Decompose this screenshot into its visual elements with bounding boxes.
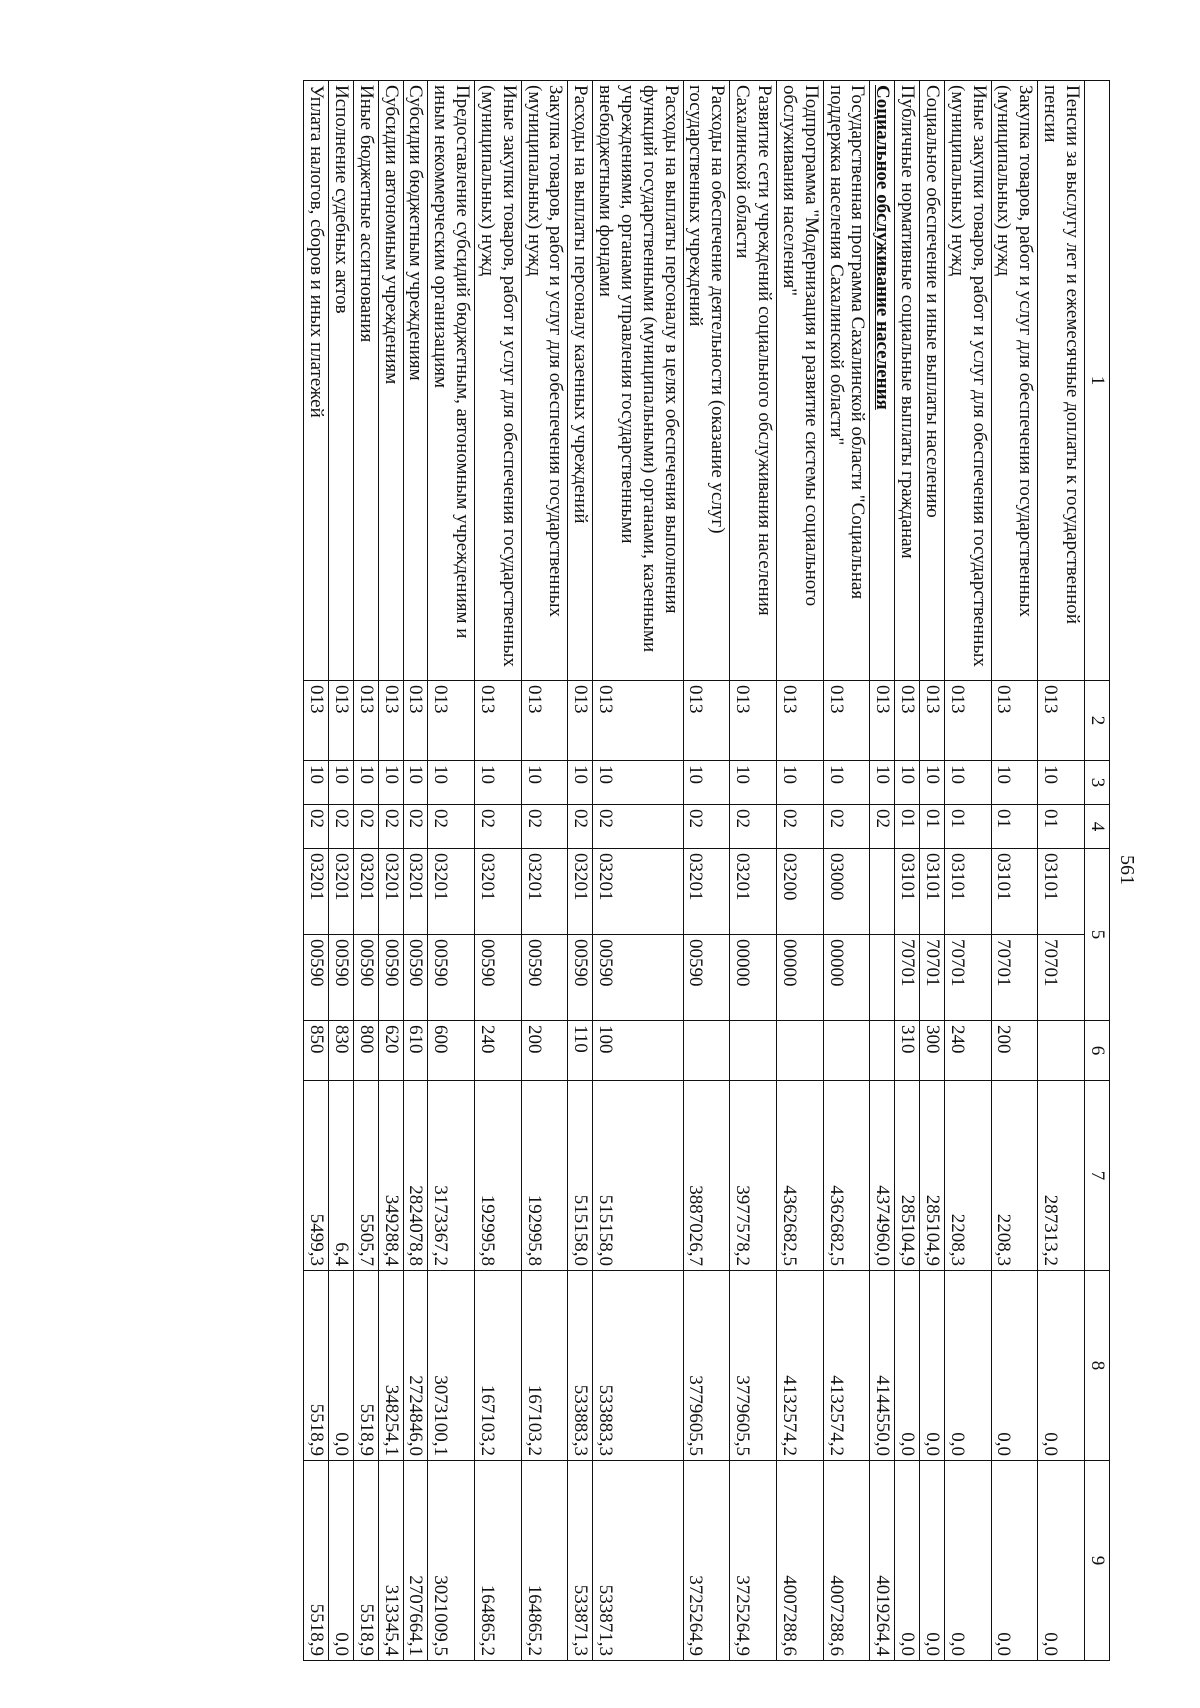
row-amount-col8-cell: 4144550,0 (870, 1271, 895, 1461)
row-name-cell: Пенсии за выслугу лет и ежемесячные доплаты к государственной пенсии (1038, 81, 1085, 681)
row-amount-col7-cell: 6,4 (329, 1081, 354, 1271)
row-name-cell: Расходы на обеспечение деятельности (оказание услуг) государственных учреждений (683, 81, 730, 681)
row-subsection-cell: 02 (730, 805, 777, 849)
row-program-code-cell: 03101 (920, 849, 945, 935)
row-amount-col9-cell: 5518,9 (304, 1461, 329, 1661)
row-program-code-cell: 03201 (683, 849, 730, 935)
row-section-cell: 10 (568, 761, 593, 805)
row-section-cell: 10 (378, 761, 403, 805)
row-program-code-cell: 03101 (895, 849, 920, 935)
row-name-cell: Социальное обслуживание населения (870, 81, 895, 681)
row-admin-code-cell: 013 (378, 681, 403, 761)
row-program-code-cell: 03101 (944, 849, 991, 935)
row-amount-col8-cell: 533883,3 (593, 1271, 683, 1461)
row-amount-col9-cell: 0,0 (895, 1461, 920, 1661)
header-col-1: 1 (1085, 81, 1110, 681)
row-amount-col7-cell: 192995,8 (475, 1081, 522, 1271)
table-row (870, 81, 895, 1661)
row-subsection-cell: 01 (920, 805, 945, 849)
row-direction-code-cell: 70701 (944, 935, 991, 1021)
row-section-cell: 10 (329, 761, 354, 805)
row-section-cell: 10 (991, 761, 1038, 805)
row-admin-code-cell: 013 (895, 681, 920, 761)
row-admin-code-cell: 013 (329, 681, 354, 761)
row-section-cell: 10 (475, 761, 522, 805)
row-section-cell: 10 (944, 761, 991, 805)
row-admin-code-cell: 013 (777, 681, 824, 761)
row-section-cell: 10 (403, 761, 428, 805)
row-amount-col9-cell: 3725264,9 (730, 1461, 777, 1661)
table-row (730, 81, 777, 1661)
row-amount-col8-cell: 3779605,5 (730, 1271, 777, 1461)
row-admin-code-cell: 013 (870, 681, 895, 761)
row-amount-col8-cell: 2724846,0 (403, 1271, 428, 1461)
row-admin-code-cell: 013 (991, 681, 1038, 761)
row-direction-code-cell (870, 935, 895, 1021)
row-admin-code-cell: 013 (403, 681, 428, 761)
row-expense-type-cell (683, 1021, 730, 1081)
row-expense-type-cell (1038, 1021, 1085, 1081)
row-amount-col8-cell: 348254,1 (378, 1271, 403, 1461)
row-program-code-cell: 03201 (568, 849, 593, 935)
row-amount-col9-cell: 4019264,4 (870, 1461, 895, 1661)
row-program-code-cell: 03101 (991, 849, 1038, 935)
row-program-code-cell: 03201 (353, 849, 378, 935)
budget-table (303, 80, 1110, 1661)
table-row (403, 81, 428, 1661)
row-admin-code-cell: 013 (683, 681, 730, 761)
row-amount-col8-cell: 3073100,1 (428, 1271, 475, 1461)
row-program-code-cell: 03000 (823, 849, 870, 935)
table-row (353, 81, 378, 1661)
row-subsection-cell: 02 (403, 805, 428, 849)
row-expense-type-cell: 300 (920, 1021, 945, 1081)
row-direction-code-cell: 00590 (403, 935, 428, 1021)
row-name-cell: Закупка товаров, работ и услуг для обеспечения государственных (муниципальных) нужд (991, 81, 1038, 681)
row-amount-col9-cell: 0,0 (991, 1461, 1038, 1661)
row-admin-code-cell: 013 (1038, 681, 1085, 761)
row-subsection-cell: 02 (378, 805, 403, 849)
row-section-cell: 10 (870, 761, 895, 805)
page-number: 561 (1116, 855, 1138, 885)
row-amount-col7-cell: 4362682,5 (777, 1081, 824, 1271)
row-amount-col7-cell: 515158,0 (593, 1081, 683, 1271)
row-name-cell: Уплата налогов, сборов и иных платежей (304, 81, 329, 681)
table-row (895, 81, 920, 1661)
row-amount-col7-cell: 192995,8 (521, 1081, 568, 1271)
row-amount-col7-cell: 287313,2 (1038, 1081, 1085, 1271)
table-row (329, 81, 354, 1661)
row-direction-code-cell: 00000 (777, 935, 824, 1021)
row-amount-col8-cell: 4132574,2 (823, 1271, 870, 1461)
row-expense-type-cell (777, 1021, 824, 1081)
row-expense-type-cell: 200 (521, 1021, 568, 1081)
row-name-cell: Публичные нормативные социальные выплаты гражданам (895, 81, 920, 681)
row-name-cell: Исполнение судебных актов (329, 81, 354, 681)
row-subsection-cell: 02 (777, 805, 824, 849)
row-amount-col9-cell: 313345,4 (378, 1461, 403, 1661)
row-amount-col7-cell: 3887026,7 (683, 1081, 730, 1271)
header-col-2: 2 (1085, 681, 1110, 761)
row-direction-code-cell: 70701 (991, 935, 1038, 1021)
table-row (683, 81, 730, 1661)
table-row (521, 81, 568, 1661)
row-amount-col8-cell: 0,0 (895, 1271, 920, 1461)
row-amount-col8-cell: 0,0 (944, 1271, 991, 1461)
row-expense-type-cell: 850 (304, 1021, 329, 1081)
table-row (777, 81, 824, 1661)
row-program-code-cell: 03201 (378, 849, 403, 935)
row-name-cell: Субсидии бюджетным учреждениям (403, 81, 428, 681)
row-expense-type-cell (870, 1021, 895, 1081)
row-expense-type-cell: 110 (568, 1021, 593, 1081)
header-col-3: 3 (1085, 761, 1110, 805)
row-admin-code-cell: 013 (920, 681, 945, 761)
header-col-5: 5 (1085, 849, 1110, 1021)
row-amount-col9-cell: 533871,3 (568, 1461, 593, 1661)
header-col-4: 4 (1085, 805, 1110, 849)
row-subsection-cell: 02 (870, 805, 895, 849)
row-subsection-cell: 02 (475, 805, 522, 849)
row-amount-col8-cell: 0,0 (1038, 1271, 1085, 1461)
row-name-cell: Предоставление субсидий бюджетным, автономным учреждениям и иным некоммерческим организациям (428, 81, 475, 681)
table-row (991, 81, 1038, 1661)
row-amount-col9-cell: 3725264,9 (683, 1461, 730, 1661)
row-subsection-cell: 02 (353, 805, 378, 849)
row-program-code-cell: 03201 (403, 849, 428, 935)
header-col-9: 9 (1085, 1461, 1110, 1661)
row-amount-col9-cell: 164865,2 (521, 1461, 568, 1661)
row-direction-code-cell: 00590 (568, 935, 593, 1021)
row-section-cell: 10 (895, 761, 920, 805)
row-amount-col7-cell: 285104,9 (895, 1081, 920, 1271)
row-amount-col8-cell: 0,0 (991, 1271, 1038, 1461)
row-name-cell: Закупка товаров, работ и услуг для обеспечения государственных (муниципальных) нужд (521, 81, 568, 681)
row-expense-type-cell: 800 (353, 1021, 378, 1081)
row-amount-col9-cell: 2707664,1 (403, 1461, 428, 1661)
row-admin-code-cell: 013 (730, 681, 777, 761)
row-expense-type-cell: 620 (378, 1021, 403, 1081)
row-amount-col8-cell: 4132574,2 (777, 1271, 824, 1461)
table-row (1038, 81, 1085, 1661)
row-amount-col9-cell: 0,0 (920, 1461, 945, 1661)
row-section-cell: 10 (593, 761, 683, 805)
row-amount-col7-cell: 3173367,2 (428, 1081, 475, 1271)
row-expense-type-cell: 240 (475, 1021, 522, 1081)
row-expense-type-cell: 200 (991, 1021, 1038, 1081)
row-expense-type-cell (730, 1021, 777, 1081)
row-amount-col9-cell: 0,0 (944, 1461, 991, 1661)
row-amount-col9-cell: 164865,2 (475, 1461, 522, 1661)
table-row (920, 81, 945, 1661)
table-row (304, 81, 329, 1661)
table-body (304, 81, 1085, 1661)
row-amount-col8-cell: 533883,3 (568, 1271, 593, 1461)
row-amount-col9-cell: 0,0 (329, 1461, 354, 1661)
row-section-cell: 10 (777, 761, 824, 805)
row-subsection-cell: 01 (1038, 805, 1085, 849)
header-col-8: 8 (1085, 1271, 1110, 1461)
row-subsection-cell: 01 (991, 805, 1038, 849)
row-name-cell: Иные закупки товаров, работ и услуг для обеспечения государственных (муниципальных) нужд (475, 81, 522, 681)
row-subsection-cell: 02 (568, 805, 593, 849)
row-amount-col7-cell: 2208,3 (991, 1081, 1038, 1271)
row-amount-col7-cell: 285104,9 (920, 1081, 945, 1271)
row-direction-code-cell: 00590 (428, 935, 475, 1021)
row-subsection-cell: 02 (329, 805, 354, 849)
row-amount-col8-cell: 5518,9 (304, 1271, 329, 1461)
row-name-cell: Развитие сети учреждений социального обслуживания населения Сахалинской области (730, 81, 777, 681)
row-program-code-cell: 03201 (730, 849, 777, 935)
row-amount-col9-cell: 533871,3 (593, 1461, 683, 1661)
rotated-table-container (110, 80, 1138, 1660)
row-program-code-cell (870, 849, 895, 935)
row-expense-type-cell: 830 (329, 1021, 354, 1081)
row-subsection-cell: 02 (521, 805, 568, 849)
table-row (378, 81, 403, 1661)
row-admin-code-cell: 013 (353, 681, 378, 761)
row-program-code-cell: 03201 (521, 849, 568, 935)
row-section-cell: 10 (920, 761, 945, 805)
row-amount-col7-cell: 4362682,5 (823, 1081, 870, 1271)
row-section-cell: 10 (304, 761, 329, 805)
row-expense-type-cell (823, 1021, 870, 1081)
row-amount-col9-cell: 4007288,6 (777, 1461, 824, 1661)
row-expense-type-cell: 100 (593, 1021, 683, 1081)
row-amount-col7-cell: 5505,7 (353, 1081, 378, 1271)
header-col-7: 7 (1085, 1081, 1110, 1271)
row-direction-code-cell: 70701 (895, 935, 920, 1021)
row-amount-col9-cell: 0,0 (1038, 1461, 1085, 1661)
row-admin-code-cell: 013 (944, 681, 991, 761)
table-row (944, 81, 991, 1661)
row-subsection-cell: 01 (944, 805, 991, 849)
row-admin-code-cell: 013 (475, 681, 522, 761)
row-name-cell: Расходы на выплаты персоналу в целях обеспечения выполнения функций государственными (муниципальными) органами, казенными учреждениями, органами управления государственными внебюджетными фондами (593, 81, 683, 681)
row-admin-code-cell: 013 (428, 681, 475, 761)
row-program-code-cell: 03201 (304, 849, 329, 935)
row-amount-col7-cell: 4374960,0 (870, 1081, 895, 1271)
row-amount-col7-cell: 3977578,2 (730, 1081, 777, 1271)
row-subsection-cell: 02 (593, 805, 683, 849)
row-direction-code-cell: 00590 (353, 935, 378, 1021)
row-direction-code-cell: 00590 (593, 935, 683, 1021)
row-section-cell: 10 (428, 761, 475, 805)
table-row (568, 81, 593, 1661)
row-section-cell: 10 (353, 761, 378, 805)
row-program-code-cell: 03200 (777, 849, 824, 935)
row-section-cell: 10 (730, 761, 777, 805)
row-admin-code-cell: 013 (823, 681, 870, 761)
row-section-cell: 10 (1038, 761, 1085, 805)
row-expense-type-cell: 240 (944, 1021, 991, 1081)
row-program-code-cell: 03101 (1038, 849, 1085, 935)
row-amount-col7-cell: 349288,4 (378, 1081, 403, 1271)
row-name-cell: Подпрограмма "Модернизация и развитие системы социального обслуживания населения" (777, 81, 824, 681)
table-row (823, 81, 870, 1661)
row-subsection-cell: 02 (428, 805, 475, 849)
row-direction-code-cell: 70701 (1038, 935, 1085, 1021)
row-amount-col9-cell: 4007288,6 (823, 1461, 870, 1661)
row-amount-col7-cell: 2824078,8 (403, 1081, 428, 1271)
header-col-6: 6 (1085, 1021, 1110, 1081)
row-program-code-cell: 03201 (329, 849, 354, 935)
row-name-cell: Иные бюджетные ассигнования (353, 81, 378, 681)
table-row (593, 81, 683, 1661)
row-amount-col7-cell: 515158,0 (568, 1081, 593, 1271)
row-admin-code-cell: 013 (304, 681, 329, 761)
row-amount-col8-cell: 167103,2 (475, 1271, 522, 1461)
row-direction-code-cell: 00000 (823, 935, 870, 1021)
row-amount-col8-cell: 0,0 (920, 1271, 945, 1461)
row-direction-code-cell: 00590 (378, 935, 403, 1021)
row-subsection-cell: 01 (895, 805, 920, 849)
row-subsection-cell: 02 (823, 805, 870, 849)
row-subsection-cell: 02 (304, 805, 329, 849)
row-amount-col8-cell: 0,0 (329, 1271, 354, 1461)
row-name-cell: Социальное обеспечение и иные выплаты населению (920, 81, 945, 681)
row-direction-code-cell: 00590 (329, 935, 354, 1021)
row-name-cell: Субсидии автономным учреждениям (378, 81, 403, 681)
row-direction-code-cell: 00000 (730, 935, 777, 1021)
row-amount-col8-cell: 167103,2 (521, 1271, 568, 1461)
row-amount-col7-cell: 5499,3 (304, 1081, 329, 1271)
row-direction-code-cell: 00590 (304, 935, 329, 1021)
row-direction-code-cell: 00590 (475, 935, 522, 1021)
row-amount-col8-cell: 3779605,5 (683, 1271, 730, 1461)
row-amount-col7-cell: 2208,3 (944, 1081, 991, 1271)
row-name-cell: Расходы на выплаты персоналу казенных учреждений (568, 81, 593, 681)
row-name-cell: Иные закупки товаров, работ и услуг для обеспечения государственных (муниципальных) нужд (944, 81, 991, 681)
row-direction-code-cell: 00590 (683, 935, 730, 1021)
row-section-cell: 10 (683, 761, 730, 805)
row-expense-type-cell: 610 (403, 1021, 428, 1081)
table-row (475, 81, 522, 1661)
row-name-cell: Государственная программа Сахалинской области "Социальная поддержка населения Сахалинской области" (823, 81, 870, 681)
row-program-code-cell: 03201 (593, 849, 683, 935)
row-direction-code-cell: 00590 (521, 935, 568, 1021)
row-amount-col9-cell: 5518,9 (353, 1461, 378, 1661)
row-expense-type-cell: 600 (428, 1021, 475, 1081)
row-program-code-cell: 03201 (428, 849, 475, 935)
row-admin-code-cell: 013 (521, 681, 568, 761)
row-amount-col8-cell: 5518,9 (353, 1271, 378, 1461)
row-section-cell: 10 (823, 761, 870, 805)
row-direction-code-cell: 70701 (920, 935, 945, 1021)
table-row (428, 81, 475, 1661)
row-amount-col9-cell: 3021009,5 (428, 1461, 475, 1661)
row-program-code-cell: 03201 (475, 849, 522, 935)
row-subsection-cell: 02 (683, 805, 730, 849)
row-admin-code-cell: 013 (593, 681, 683, 761)
row-admin-code-cell: 013 (568, 681, 593, 761)
row-section-cell: 10 (521, 761, 568, 805)
row-expense-type-cell: 310 (895, 1021, 920, 1081)
table-header-row (1085, 81, 1110, 1661)
